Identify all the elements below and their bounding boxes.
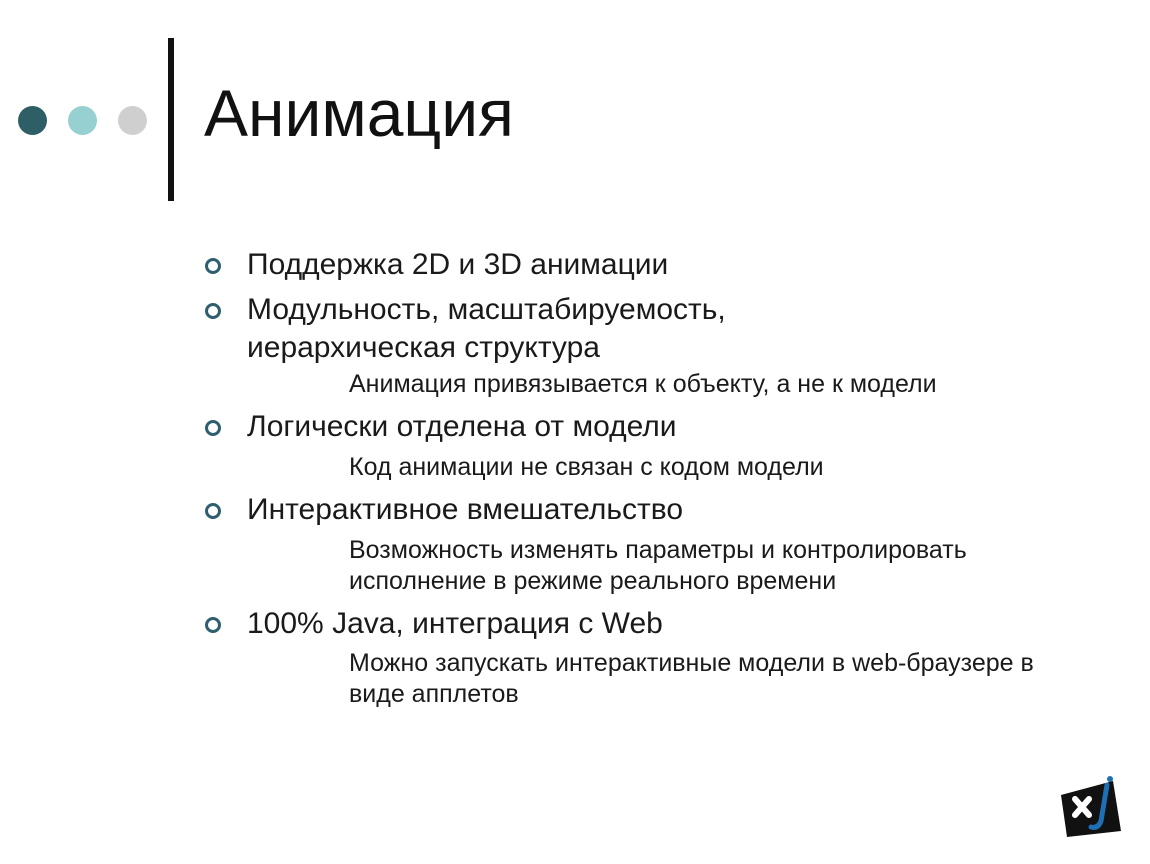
bullet-item: Интерактивное вмешательство <box>247 493 684 526</box>
bullet-item: 100% Java, интеграция с Web <box>247 607 663 640</box>
decor-dot-grey <box>118 106 147 135</box>
slide-title: Анимация <box>204 76 514 150</box>
sub-item: Анимация привязывается к объекту, а не к модели <box>349 370 937 398</box>
bullet-icon <box>205 420 221 436</box>
bullet-icon <box>205 258 221 274</box>
bullet-item: Поддержка 2D и 3D анимации <box>247 248 669 281</box>
decor-dots <box>18 106 147 135</box>
bullet-icon <box>205 303 221 319</box>
bullet-item: Модульность, масштабируемость, иерархическая структура <box>247 293 726 364</box>
sub-item: Можно запускать интерактивные модели в web-браузере в виде апплетов <box>349 649 1034 708</box>
decor-dot-light <box>68 106 97 135</box>
decor-dot-dark <box>18 106 47 135</box>
bullet-item: Логически отделена от модели <box>247 410 677 443</box>
bullet-icon <box>205 617 221 633</box>
bullet-icon <box>205 503 221 519</box>
sub-item: Код анимации не связан с кодом модели <box>349 453 824 481</box>
sub-item: Возможность изменять параметры и контролировать исполнение в режиме реального времени <box>349 536 967 595</box>
title-divider <box>168 38 174 201</box>
xj-logo-icon <box>1055 775 1127 841</box>
